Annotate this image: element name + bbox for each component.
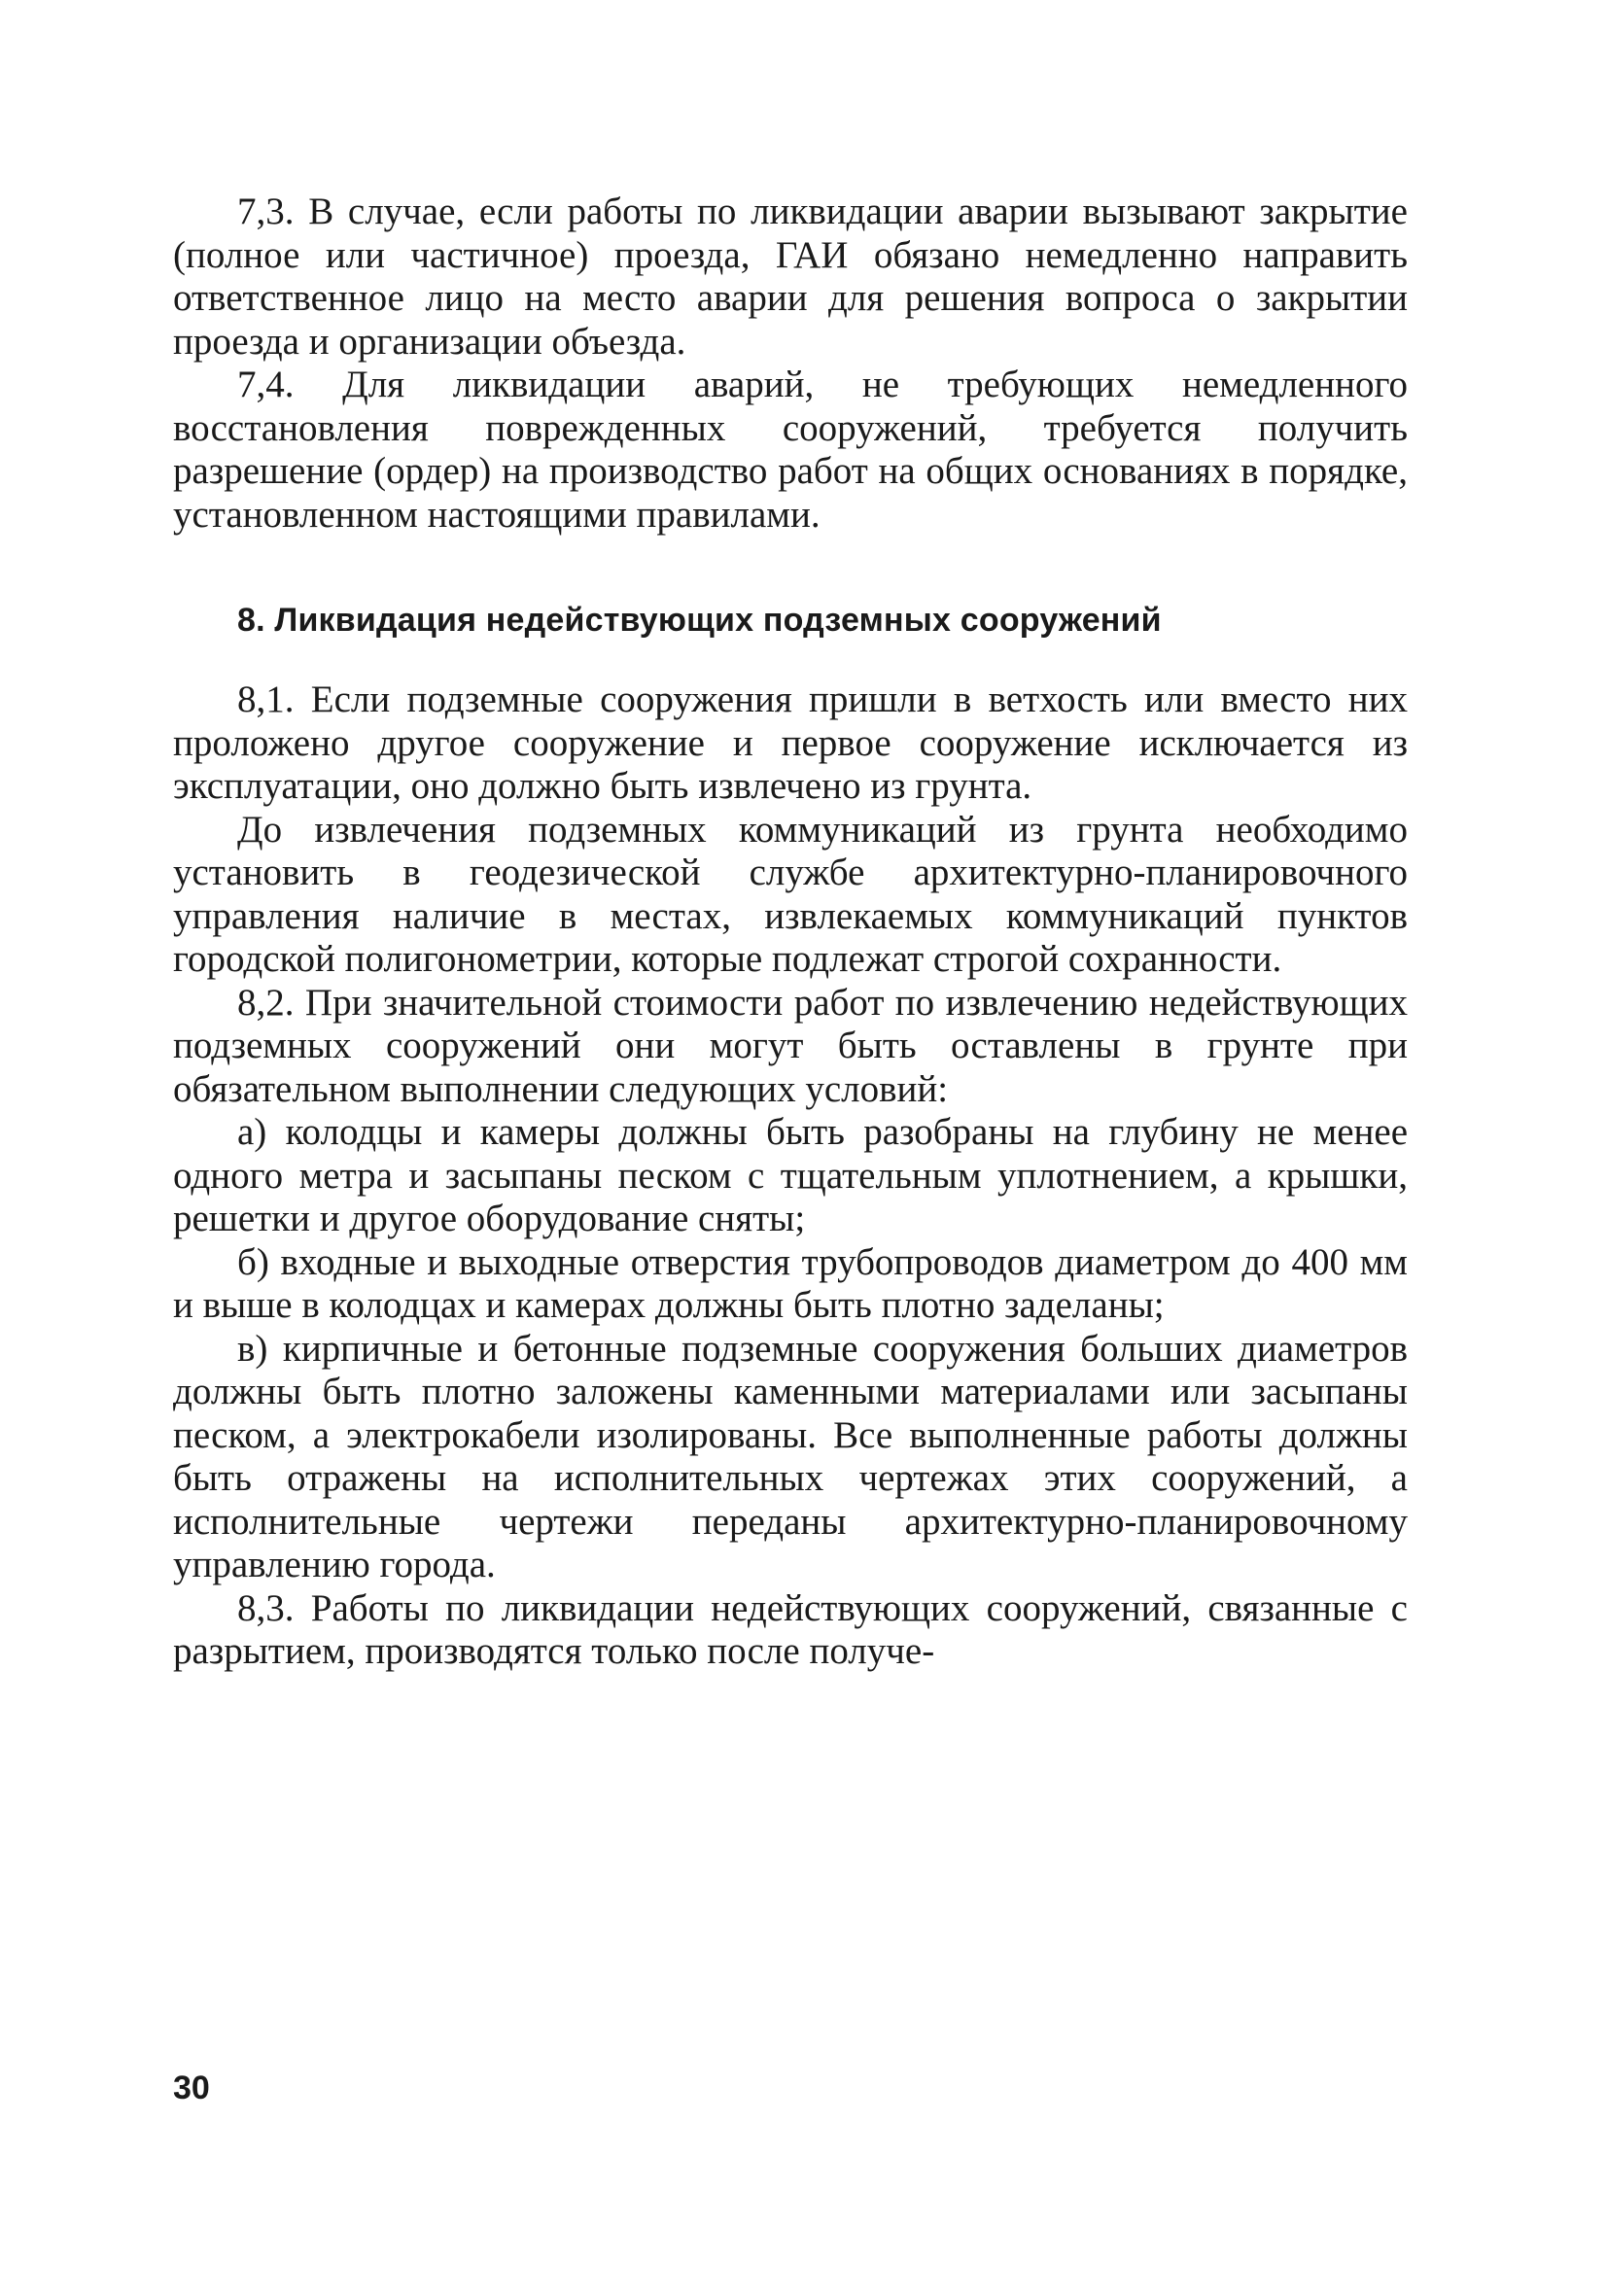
paragraph-8-2: 8,2. При значительной стоимости работ по извлечению недействующих подземных сооружений они могут быть оставлены в грунте при обязательном выполнении следующих условий: <box>173 981 1408 1110</box>
paragraph-7-3: 7,3. В случае, если работы по ликвидации аварии вызывают закрытие (полное или частичное) проезда, ГАИ обязано немедленно направить ответственное лицо на место аварии для решения вопроса о закрытии проезда и организации объезда. <box>173 191 1408 363</box>
paragraph-8-1: 8,1. Если подземные сооружения пришли в ветхость или вместо них проложено другое сооружение и первое сооружение исключается из эксплуатации, оно должно быть извлечено из грунта. <box>173 678 1408 807</box>
page-body <box>173 191 1408 1674</box>
paragraph-7-4: 7,4. Для ликвидации аварий, не требующих немедленного восстановления поврежденных сооружений, требуется получить разрешение (ордер) на производство работ на общих основаниях в порядке, установленном настоящими правилами. <box>173 364 1408 536</box>
list-item-b: б) входные и выходные отверстия трубопроводов диаметром до 400 мм и выше в колодцах и камерах должны быть плотно заделаны; <box>173 1240 1408 1326</box>
section-heading-8: 8. Ликвидация недействующих подземных сооружений <box>237 602 1162 639</box>
paragraph-8-3: 8,3. Работы по ликвидации недействующих сооружений, связанные с разрытием, производятся только после получе- <box>173 1586 1408 1672</box>
paragraph-8-1-continued: До извлечения подземных коммуникаций из грунта необходимо установить в геодезической службе архитектурно-планировочного управления наличие в местах, извлекаемых коммуникаций пунктов городской полигонометрии, которые подлежат строгой сохранности. <box>173 808 1408 980</box>
page-number: 30 <box>173 2070 210 2106</box>
list-item-v: в) кирпичные и бетонные подземные сооружения больших диаметров должны быть плотно заложены каменными материалами или засыпаны песком, а электрокабели изолированы. Все выполненные работы должны быть отражены на исполнительных чертежах этих сооружений, а исполнительные чертежи переданы архитектурно-планировочному управлению города. <box>173 1327 1408 1585</box>
list-item-a: а) колодцы и камеры должны быть разобраны на глубину не менее одного метра и засыпаны песком с тщательным уплотнением, а крышки, решетки и другое оборудование сняты; <box>173 1111 1408 1239</box>
